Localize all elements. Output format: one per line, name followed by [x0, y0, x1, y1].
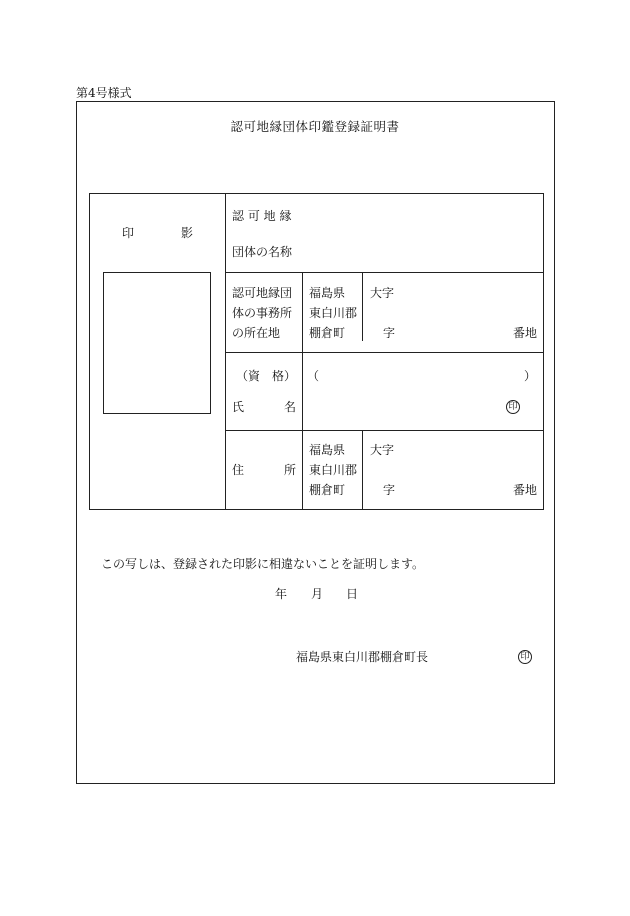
office-address-label-line1: 認可地縁団 — [232, 286, 293, 300]
residence-label-left: 住 — [232, 463, 245, 477]
page-title: 認可地縁団体印鑑登録証明書 — [230, 119, 400, 134]
office-pref: 福島県 — [309, 286, 346, 300]
residence-banchi: 番地 — [513, 483, 538, 497]
name-seal-icon: 印 — [506, 400, 520, 414]
impression-label-right: 影 — [181, 226, 194, 240]
form-number: 第4号様式 — [76, 86, 132, 100]
table-divider — [362, 273, 363, 341]
issuer-name: 福島県東白川郡棚倉町長 — [296, 650, 429, 664]
table-divider — [225, 352, 544, 353]
residence-county: 東白川郡 — [309, 463, 358, 477]
date-day: 日 — [346, 587, 359, 601]
seal-impression-box — [103, 272, 211, 414]
group-name-label-line2: 団体の名称 — [232, 245, 293, 259]
issuer-seal-icon: 印 — [518, 650, 532, 664]
office-oaza: 大字 — [370, 286, 395, 300]
office-county: 東白川郡 — [309, 306, 358, 320]
name-label-left: 氏 — [232, 400, 245, 414]
group-name-label-line1: 認 可 地 縁 — [232, 209, 292, 223]
table-divider — [225, 430, 544, 431]
residence-label-right: 所 — [284, 463, 297, 477]
office-address-label-line3: の所在地 — [232, 326, 281, 340]
qualification-paren-open: （ — [307, 369, 320, 383]
residence-pref: 福島県 — [309, 443, 346, 457]
office-banchi: 番地 — [513, 326, 538, 340]
table-divider — [225, 272, 544, 273]
office-address-label-line2: 体の事務所 — [232, 306, 293, 320]
impression-label-left: 印 — [122, 226, 135, 240]
residence-oaza: 大字 — [370, 443, 395, 457]
qualification-paren-close: ） — [524, 369, 537, 383]
date-month: 月 — [311, 587, 324, 601]
qualification-label: （資 格） — [236, 369, 297, 383]
residence-aza: 字 — [383, 483, 396, 497]
certification-text: この写しは、登録された印影に相違ないことを証明します。 — [101, 557, 425, 571]
table-divider — [302, 273, 303, 510]
office-town: 棚倉町 — [309, 326, 346, 340]
residence-town: 棚倉町 — [309, 483, 346, 497]
date-year: 年 — [275, 587, 288, 601]
office-aza: 字 — [383, 326, 396, 340]
table-divider — [362, 430, 363, 510]
name-label-right: 名 — [284, 400, 297, 414]
